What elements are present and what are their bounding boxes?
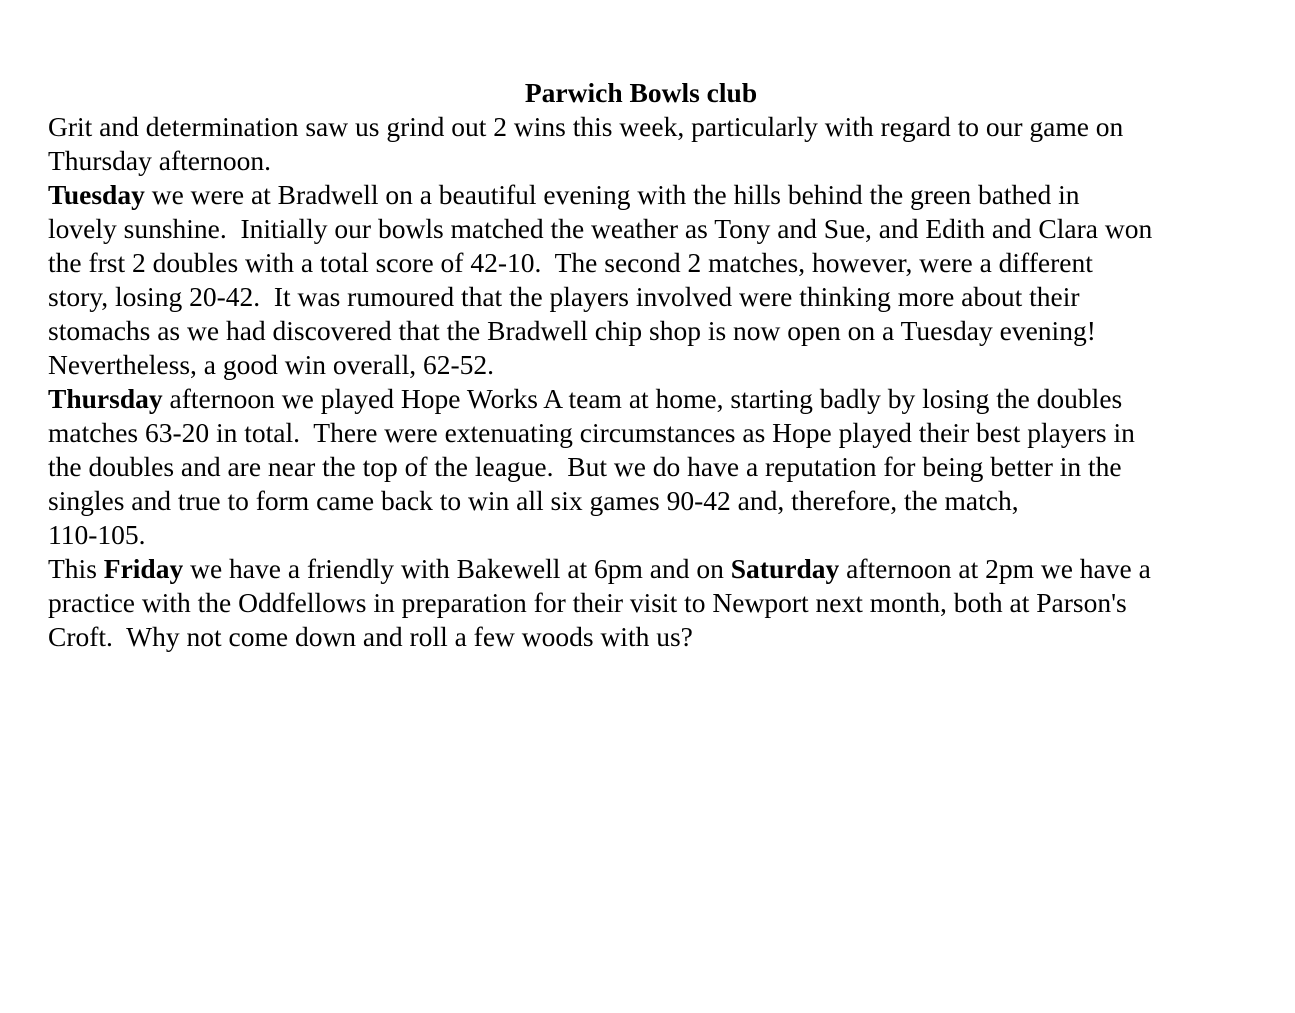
text-line: singles and true to form came back to win all six games 90-42 and, therefore, the match, — [48, 485, 1019, 516]
text-line: 110-105. — [48, 519, 146, 550]
tuesday-heading: Tuesday — [48, 179, 145, 210]
text-run: we have a friendly with Bakewell at 6pm and on — [183, 553, 731, 584]
text-line: practice with the Oddfellows in preparation for their visit to Newport next month, both at Parson's — [48, 587, 1127, 618]
thursday-heading: Thursday — [48, 383, 163, 414]
text-line: lovely sunshine. Initially our bowls matched the weather as Tony and Sue, and Edith and Clara won — [48, 213, 1153, 244]
text-line: Nevertheless, a good win overall, 62-52. — [48, 349, 494, 380]
document-title: Parwich Bowls club — [524, 77, 758, 108]
text-run: This — [48, 553, 104, 584]
text-line — [48, 178, 1248, 212]
text-run: afternoon at 2pm we have a — [839, 553, 1151, 584]
text-run: afternoon we played Hope Works A team at home, starting badly by losing the doubles — [162, 383, 1123, 414]
text-line: story, losing 20-42. It was rumoured that the players involved were thinking more about their — [48, 281, 1080, 312]
upcoming-paragraph — [48, 552, 1248, 654]
intro-paragraph — [48, 110, 1248, 178]
text-run: we were at Bradwell on a beautiful evening with the hills behind the green bathed in — [144, 179, 1080, 210]
text-line: matches 63-20 in total. There were extenuating circumstances as Hope played their best players in — [48, 417, 1135, 448]
text-line — [48, 382, 1248, 416]
text-line: Croft. Why not come down and roll a few woods with us? — [48, 621, 693, 652]
text-line — [48, 552, 1248, 586]
text-line: the doubles and are near the top of the league. But we do have a reputation for being better in the — [48, 451, 1122, 482]
text-line: the frst 2 doubles with a total score of 42-10. The second 2 matches, however, were a different — [48, 247, 1093, 278]
tuesday-paragraph — [48, 178, 1248, 382]
friday-heading: Friday — [103, 553, 184, 584]
text-line: Thursday afternoon. — [48, 145, 271, 176]
document-page — [48, 76, 1248, 654]
text-line: Grit and determination saw us grind out 2 wins this week, particularly with regard to our game on — [48, 111, 1124, 142]
text-line: stomachs as we had discovered that the Bradwell chip shop is now open on a Tuesday evening! — [48, 315, 1096, 346]
thursday-paragraph — [48, 382, 1248, 552]
saturday-heading: Saturday — [730, 553, 840, 584]
